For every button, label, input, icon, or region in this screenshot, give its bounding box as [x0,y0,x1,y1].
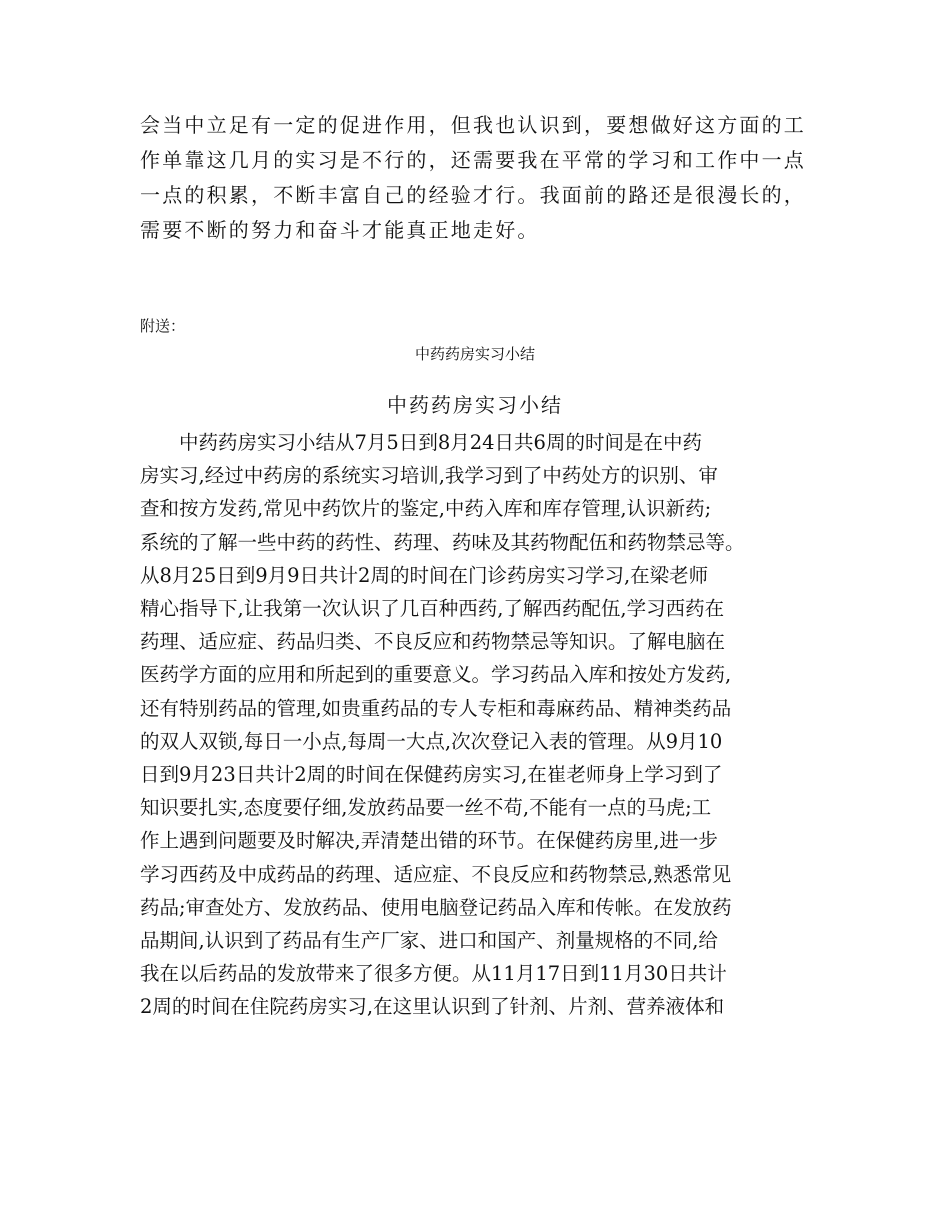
paragraph-line: 需要不断的努力和奋斗才能真正地走好。 [140,218,540,242]
body-line: 学习西药及中成药品的药理、适应症、不良反应和药物禁忌,熟悉常见 [140,862,732,886]
appendix-label: 附送： [140,317,186,335]
paragraph-line: 会当中立足有一定的促进作用，但我也认识到，要想做好这方面的工 [140,113,806,137]
body-line: 房实习,经过中药房的系统实习培训,我学习到了中药处方的识别、审 [140,464,718,488]
body-line: 还有特别药品的管理,如贵重药品的专人专柜和毒麻药品、精神类药品 [140,696,732,720]
body-line: 我在以后药品的发放带来了很多方便。从11月17日到11月30日共计 [140,962,727,986]
body-line: 作上遇到问题要及时解决,弄清楚出错的环节。在保健药房里,进一步 [140,829,718,853]
section-title: 中药药房实习小结 [387,393,563,417]
paragraph-line: 一点的积累，不断丰富自己的经验才行。我面前的路还是很漫长的， [140,183,806,207]
body-line: 医药学方面的应用和所起到的重要意义。学习药品入库和按处方发药, [140,663,732,687]
body-line: 药品;审查处方、发放药品、使用电脑登记药品入库和传帐。在发放药 [140,895,732,919]
body-line: 知识要扎实,态度要仔细,发放药品要一丝不苟,不能有一点的马虎;工 [140,796,712,820]
appendix-title: 中药药房实习小结 [414,345,535,363]
paragraph-line: 作单靠这几月的实习是不行的，还需要我在平常的学习和工作中一点 [140,148,806,172]
body-line: 中药药房实习小结从7月5日到8月24日共6周的时间是在中药 [140,431,702,454]
body-line: 品期间,认识到了药品有生产厂家、进口和国产、剂量规格的不同,给 [140,929,718,953]
body-line: 系统的了解一些中药的药性、药理、药味及其药物配伍和药物禁忌等。 [140,530,745,554]
body-line: 2周的时间在住院药房实习,在这里认识到了针剂、片剂、营养液体和 [140,995,725,1019]
body-line: 查和按方发药,常见中药饮片的鉴定,中药入库和库存管理,认识新药; [140,497,712,521]
body-line: 药理、适应症、药品归类、不良反应和药物禁忌等知识。了解电脑在 [140,630,726,654]
body-line: 的双人双锁,每日一小点,每周一大点,次次登记入表的管理。从9月10 [140,729,723,753]
section-body [140,426,810,1024]
body-line: 精心指导下,让我第一次认识了几百种西药,了解西药配伍,学习西药在 [140,597,725,621]
body-line: 从8月25日到9月9日共计2周的时间在门诊药房实习学习,在梁老师 [140,563,709,587]
body-line: 日到9月23日共计2周的时间在保健药房实习,在崔老师身上学习到了 [140,763,723,787]
top-paragraph [140,108,810,248]
